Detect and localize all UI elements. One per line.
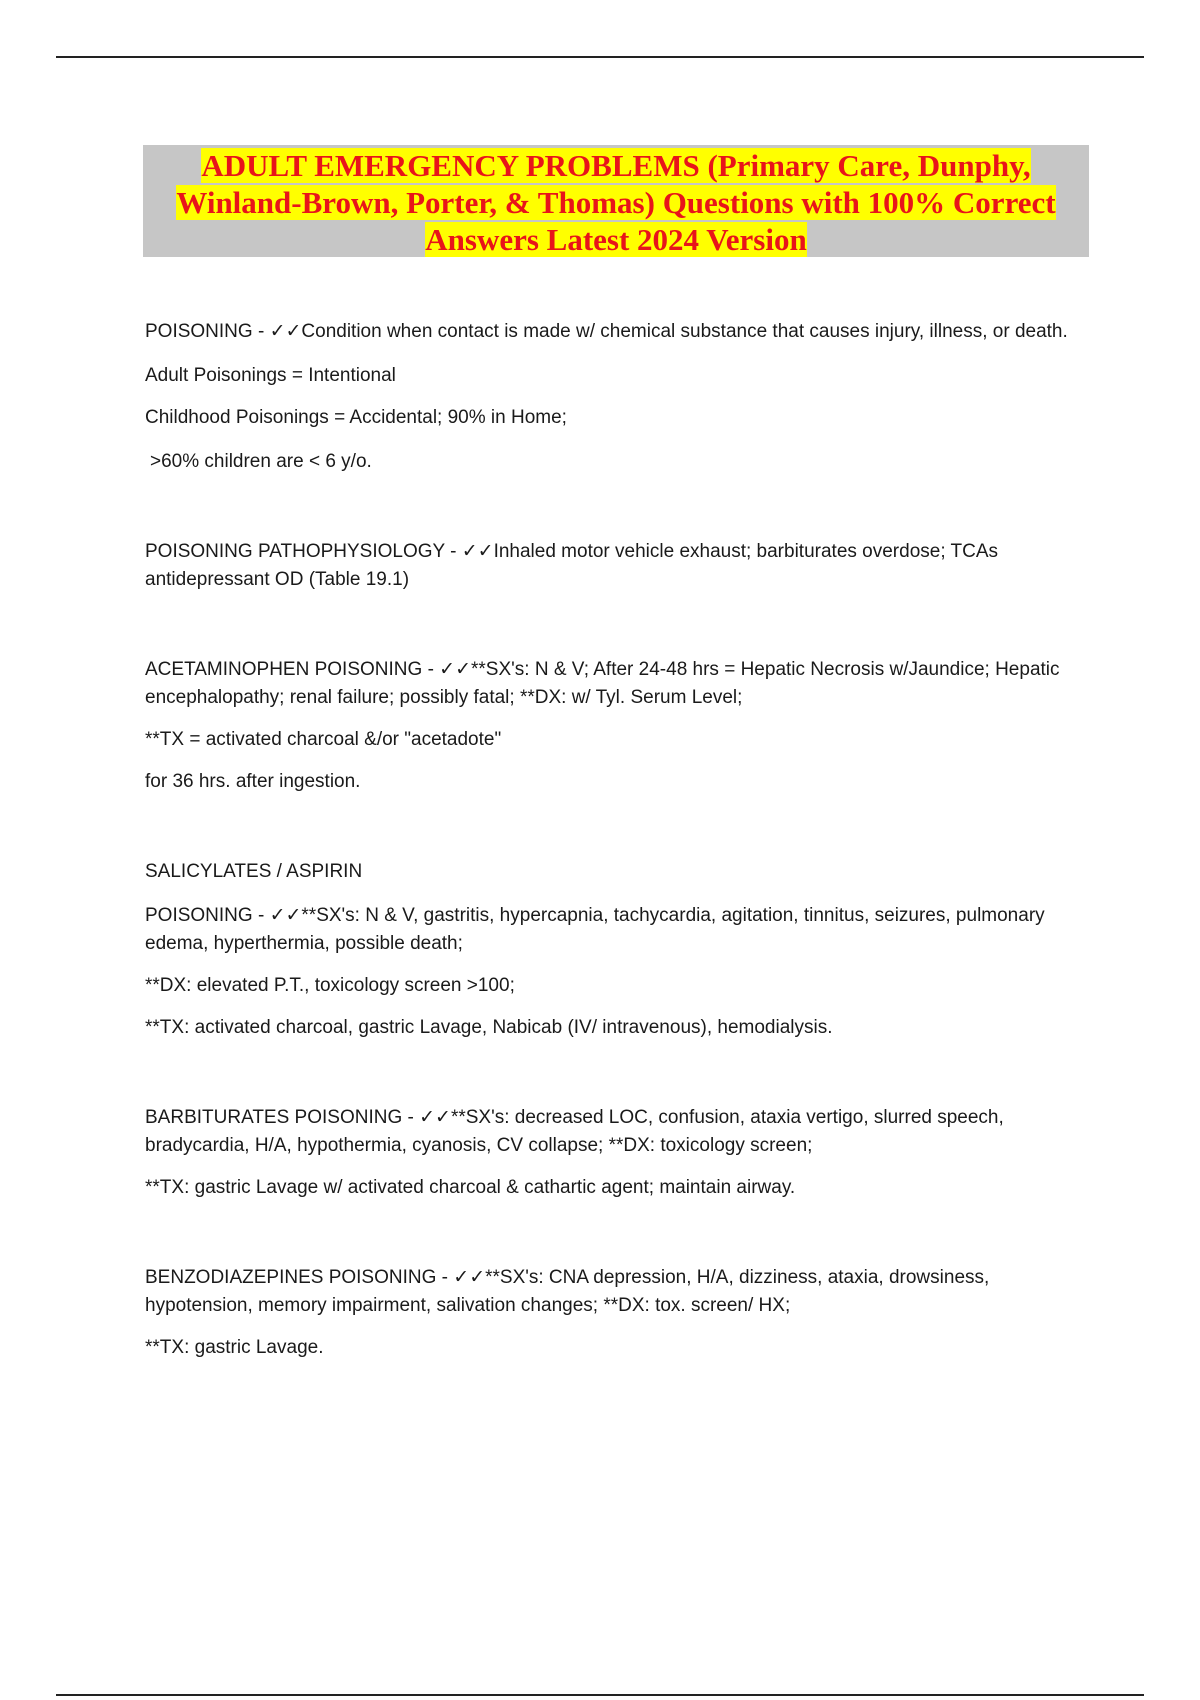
bottom-rule	[56, 1694, 1144, 1696]
body-paragraph: **TX = activated charcoal &/or "acetadote"	[145, 729, 502, 750]
qa-poisoning-pathophysiology: POISONING PATHOPHYSIOLOGY - ✓✓Inhaled motor vehicle exhaust; barbiturates overdose; TCAs antidepressant OD (Table 19.1)	[145, 541, 999, 590]
document-body	[145, 318, 1075, 1362]
body-paragraph: Adult Poisonings = Intentional	[145, 365, 396, 386]
body-paragraph: >60% children are < 6 y/o.	[150, 451, 372, 472]
title-line: ADULT EMERGENCY PROBLEMS (Primary Care, Dunphy,	[201, 148, 1031, 183]
title-line: Winland-Brown, Porter, & Thomas) Questions with 100% Correct	[176, 185, 1056, 220]
qa-benzodiazepines-poisoning: BENZODIAZEPINES POISONING - ✓✓**SX's: CNA depression, H/A, dizziness, ataxia, drowsiness, hypotension, memory impairment, salivation changes; **DX: tox. screen/ HX;	[145, 1267, 990, 1316]
body-paragraph: **TX: activated charcoal, gastric Lavage, Nabicab (IV/ intravenous), hemodialysis.	[145, 1017, 833, 1038]
body-paragraph: **DX: elevated P.T., toxicology screen >100;	[145, 975, 515, 996]
qa-barbiturates-poisoning: BARBITURATES POISONING - ✓✓**SX's: decreased LOC, confusion, ataxia vertigo, slurred speech, bradycardia, H/A, hypothermia, cyanosis, CV collapse; **DX: toxicology screen;	[145, 1107, 1004, 1156]
section-heading-salicylates: SALICYLATES / ASPIRIN	[145, 861, 363, 882]
body-paragraph: Childhood Poisonings = Accidental; 90% in Home;	[145, 407, 567, 428]
body-paragraph: for 36 hrs. after ingestion.	[145, 771, 361, 792]
qa-poisoning: POISONING - ✓✓Condition when contact is made w/ chemical substance that causes injury, illness, or death.	[145, 321, 1068, 342]
body-paragraph: **TX: gastric Lavage w/ activated charcoal & cathartic agent; maintain airway.	[145, 1177, 796, 1198]
body-paragraph: **TX: gastric Lavage.	[145, 1337, 324, 1358]
title-line: Answers Latest 2024 Version	[425, 222, 807, 257]
document-title	[143, 145, 1089, 257]
top-rule	[56, 56, 1144, 58]
qa-acetaminophen-poisoning: ACETAMINOPHEN POISONING - ✓✓**SX's: N & V; After 24-48 hrs = Hepatic Necrosis w/Jaundice; Hepatic encephalopathy; renal failure; possibly fatal; **DX: w/ Tyl. Serum Level;	[145, 659, 1060, 708]
qa-salicylates-poisoning: POISONING - ✓✓**SX's: N & V, gastritis, hypercapnia, tachycardia, agitation, tinnitus, seizures, pulmonary edema, hyperthermia, possible death;	[145, 905, 1045, 954]
